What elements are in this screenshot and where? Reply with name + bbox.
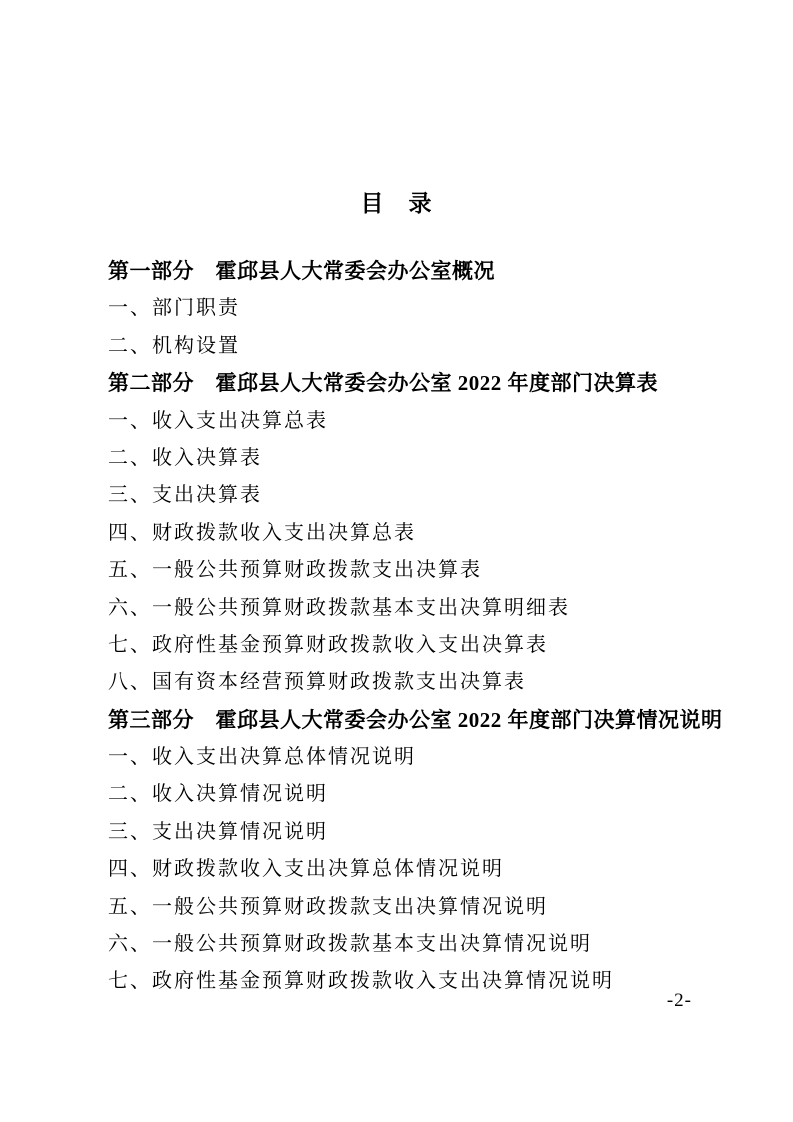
toc-item: 六、一般公共预算财政拨款基本支出决算情况说明 bbox=[108, 933, 592, 956]
toc-item: 二、收入决算表 bbox=[108, 446, 262, 469]
toc-item: 一、收入支出决算总表 bbox=[108, 409, 328, 432]
toc-item: 一、部门职责 bbox=[108, 297, 240, 320]
toc-item: 八、国有资本经营预算财政拨款支出决算表 bbox=[108, 671, 526, 694]
page-number: -2- bbox=[666, 990, 692, 1011]
toc-item: 二、收入决算情况说明 bbox=[108, 783, 328, 806]
toc-item: 六、一般公共预算财政拨款基本支出决算明细表 bbox=[108, 596, 570, 619]
toc-item: 四、财政拨款收入支出决算总体情况说明 bbox=[108, 858, 504, 881]
toc-section-heading-2: 第二部分 霍邱县人大常委会办公室 2022 年度部门决算表 bbox=[108, 371, 658, 396]
toc-item: 三、支出决算情况说明 bbox=[108, 820, 328, 843]
toc-item: 五、一般公共预算财政拨款支出决算表 bbox=[108, 559, 482, 582]
toc-item: 五、一般公共预算财政拨款支出决算情况说明 bbox=[108, 895, 548, 918]
toc-section-heading-3: 第三部分 霍邱县人大常委会办公室 2022 年度部门决算情况说明 bbox=[108, 707, 723, 732]
toc-item: 三、支出决算表 bbox=[108, 484, 262, 507]
toc-item: 四、财政拨款收入支出决算总表 bbox=[108, 521, 416, 544]
toc-item: 七、政府性基金预算财政拨款收入支出决算表 bbox=[108, 633, 548, 656]
page-title: 目 录 bbox=[360, 191, 433, 216]
toc-item: 一、收入支出决算总体情况说明 bbox=[108, 746, 416, 769]
toc-section-heading-1: 第一部分 霍邱县人大常委会办公室概况 bbox=[108, 259, 495, 283]
table-of-contents bbox=[108, 253, 723, 1001]
toc-item: 七、政府性基金预算财政拨款收入支出决算情况说明 bbox=[108, 970, 614, 993]
toc-item: 二、机构设置 bbox=[108, 334, 240, 357]
